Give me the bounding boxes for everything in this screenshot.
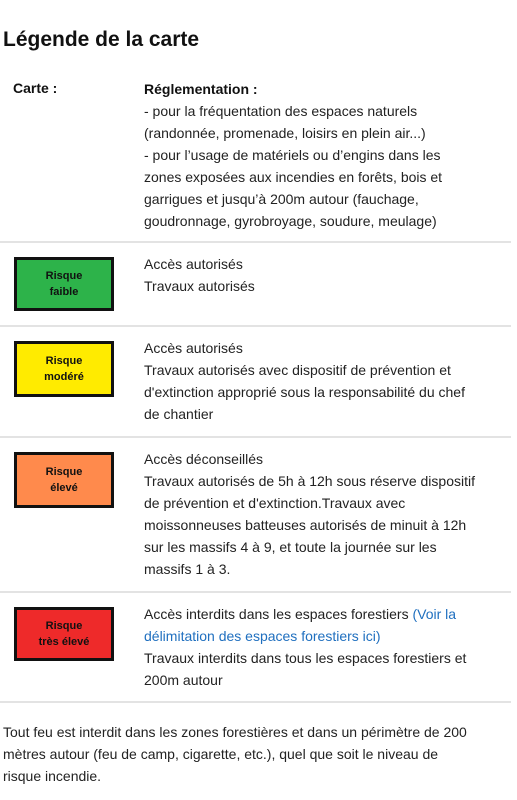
- level-description: [144, 448, 504, 580]
- description-line: sur les massifs 4 à 9, et toute la journée sur les: [144, 539, 437, 555]
- description-line: 200m autour: [144, 672, 223, 688]
- level-description: [144, 603, 504, 691]
- level-description: [144, 253, 504, 297]
- description-line: de prévention et d'extinction.Travaux avec: [144, 495, 406, 511]
- reglementation-block: [144, 78, 514, 232]
- risk-badge-modere: [14, 341, 114, 397]
- reglementation-line: (randonnée, promenade, loisirs en plein air...): [144, 125, 426, 141]
- description-line: Travaux autorisés avec dispositif de prévention et: [144, 362, 451, 378]
- risk-badge-faible: [14, 257, 114, 311]
- risk-badge-eleve: [14, 452, 114, 508]
- description-line: Travaux autorisés: [144, 278, 255, 294]
- badge-text: élevé: [50, 482, 78, 494]
- reglementation-line: - pour la fréquentation des espaces naturels: [144, 103, 418, 119]
- fire-ban-notice: [3, 721, 513, 787]
- divider: [0, 701, 511, 703]
- legend-row-tres-eleve: [0, 593, 517, 701]
- description-text: Accès interdits dans les espaces forestiers: [144, 606, 413, 622]
- reglementation-line: - pour l’usage de matériels ou d’engins dans les: [144, 147, 441, 163]
- badge-text: modéré: [44, 371, 84, 383]
- notice-line: risque incendie.: [3, 768, 102, 784]
- badge-text: Risque: [45, 620, 83, 632]
- forest-areas-link-continued[interactable]: délimitation des espaces forestiers ici): [144, 628, 381, 644]
- description-line: Travaux interdits dans tous les espaces forestiers et: [144, 650, 467, 666]
- description-line: d'extinction approprié sous la responsabilité du chef: [144, 384, 465, 400]
- notice-line: mètres autour (feu de camp, cigarette, etc.), quel que soit le niveau de: [3, 746, 439, 762]
- description-line: Accès déconseillés: [144, 451, 264, 467]
- description-line: [144, 603, 504, 625]
- description-line: moissonneuses batteuses autorisés de minuit à 12h: [144, 517, 467, 533]
- legend-header: [0, 78, 517, 240]
- reglementation-line: zones exposées aux incendies en forêts, bois et: [144, 169, 443, 185]
- description-line: Accès autorisés: [144, 340, 243, 356]
- description-line: Accès autorisés: [144, 256, 243, 272]
- reglementation-line: goudronnage, gyrobroyage, soudure, meulage): [144, 213, 437, 229]
- notice-line: Tout feu est interdit dans les zones forestières et dans un périmètre de 200: [3, 724, 467, 740]
- description-line: massifs 1 à 3.: [144, 561, 231, 577]
- badge-text: Risque: [45, 355, 83, 367]
- description-line: Travaux autorisés de 5h à 12h sous réserve dispositif: [144, 473, 475, 489]
- legend-row-modere: [0, 327, 517, 436]
- legend-row-faible: [0, 243, 517, 325]
- reglementation-title: Réglementation :: [144, 81, 258, 97]
- badge-text: Risque: [45, 270, 83, 282]
- badge-text: Risque: [45, 466, 83, 478]
- badge-text: faible: [49, 286, 79, 298]
- page-title: Légende de la carte: [3, 28, 200, 51]
- carte-column-label: Carte :: [13, 80, 58, 96]
- risk-badge-tres-eleve: [14, 607, 114, 661]
- legend-row-eleve: [0, 438, 517, 591]
- level-description: [144, 337, 504, 425]
- forest-areas-link[interactable]: (Voir la: [412, 606, 457, 622]
- badge-text: très élevé: [38, 636, 90, 648]
- description-line: [144, 625, 504, 647]
- description-line: de chantier: [144, 406, 214, 422]
- reglementation-line: garrigues et jusqu’à 200m autour (fauchage,: [144, 191, 419, 207]
